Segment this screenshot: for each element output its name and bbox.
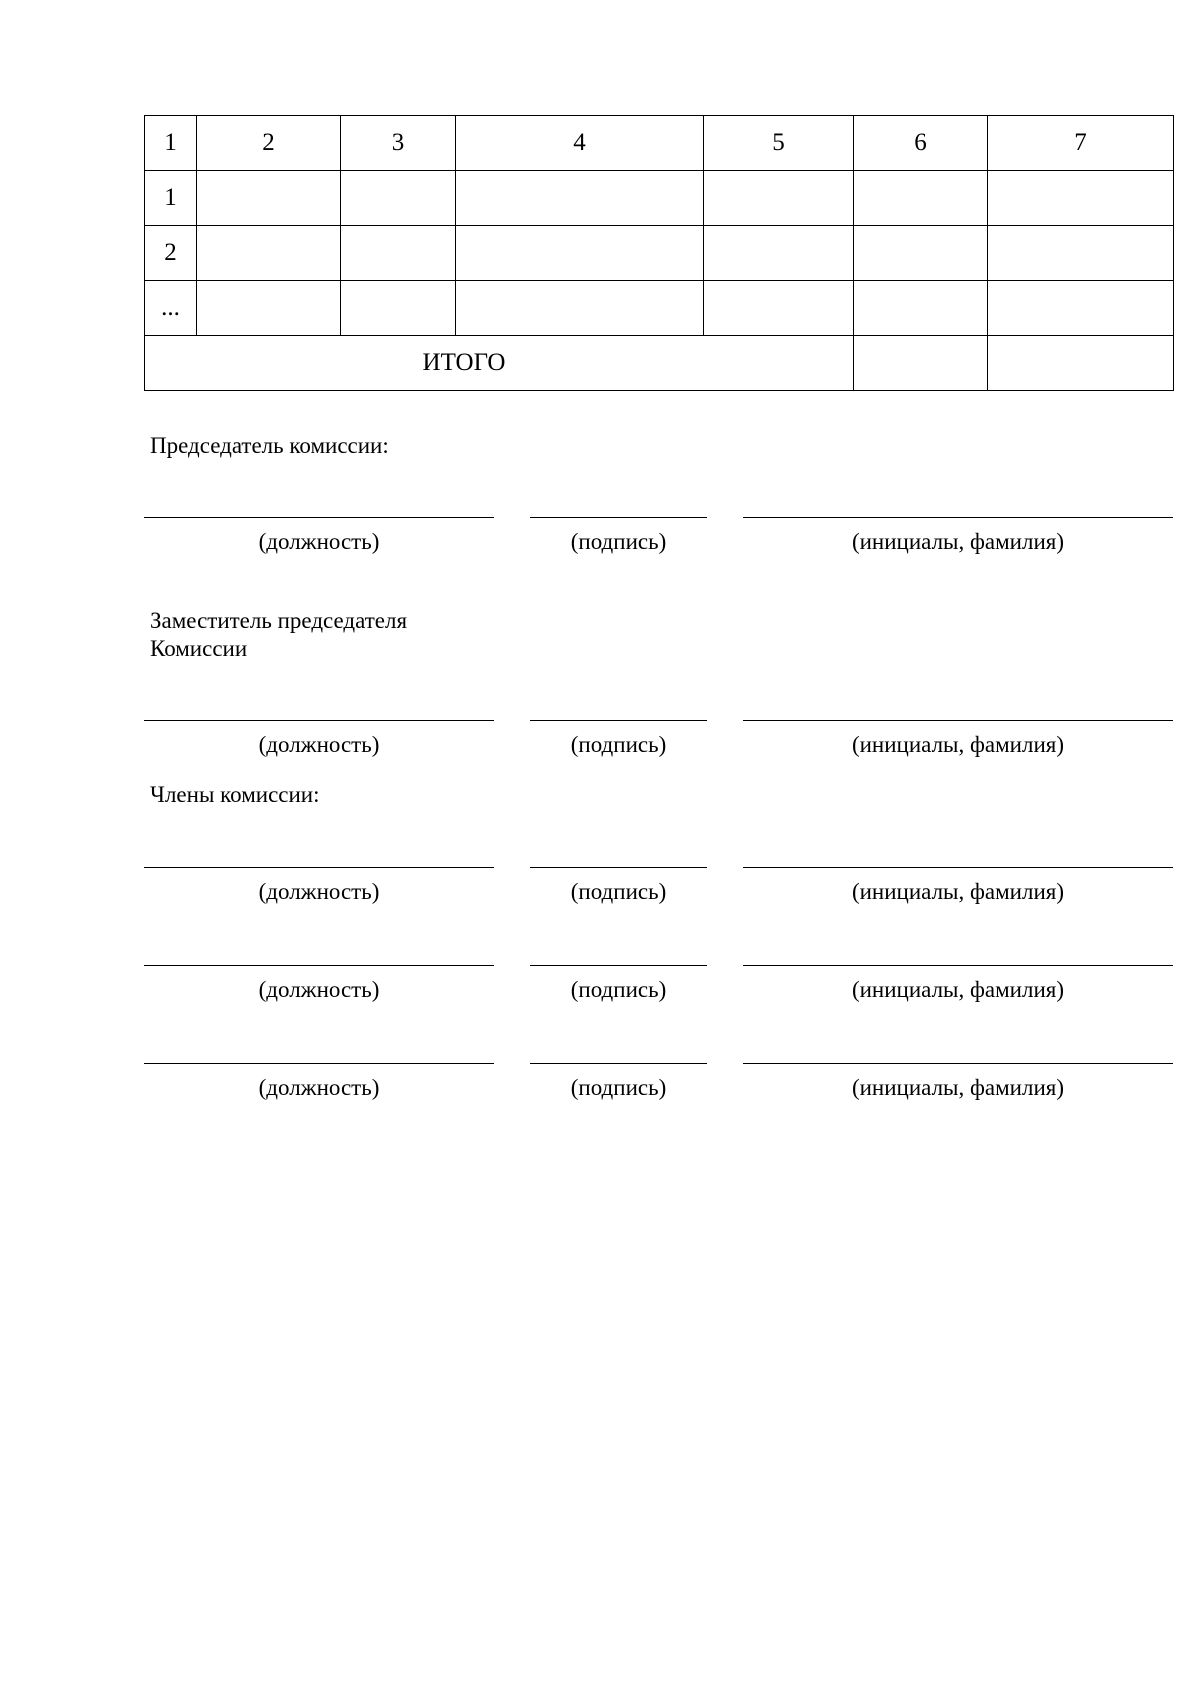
table-cell: [854, 281, 988, 336]
row-number-cell: 2: [145, 226, 197, 281]
name-caption: (инициалы, фамилия): [851, 879, 1065, 904]
name-caption: (инициалы, фамилия): [851, 977, 1065, 1002]
position-line[interactable]: [144, 867, 494, 868]
header-cell: 1: [145, 116, 197, 171]
table-cell: [197, 171, 341, 226]
signature-caption: (подпись): [570, 977, 667, 1002]
name-line[interactable]: [743, 720, 1173, 721]
position-caption: (должность): [258, 977, 380, 1002]
name-caption: (инициалы, фамилия): [851, 529, 1065, 554]
signature-line[interactable]: [530, 1063, 707, 1064]
table-cell: [456, 171, 704, 226]
table-cell: [341, 171, 456, 226]
signature-line[interactable]: [530, 965, 707, 966]
chairman-label: Председатель комиссии:: [150, 433, 389, 458]
deputy-label-line2: Комиссии: [150, 636, 248, 661]
header-cell: 4: [456, 116, 704, 171]
table-header-row: [145, 116, 1174, 171]
signature-row-member: [0, 1063, 1200, 1123]
position-line[interactable]: [144, 1063, 494, 1064]
position-line[interactable]: [144, 965, 494, 966]
signature-row-deputy: [0, 720, 1200, 780]
position-line[interactable]: [144, 517, 494, 518]
position-line[interactable]: [144, 720, 494, 721]
table-cell: [988, 281, 1174, 336]
table-cell: [456, 281, 704, 336]
table-cell: [988, 171, 1174, 226]
name-line[interactable]: [743, 517, 1173, 518]
table-cell: [988, 226, 1174, 281]
table-cell: [854, 171, 988, 226]
table-cell: [704, 281, 854, 336]
header-cell: 3: [341, 116, 456, 171]
name-line[interactable]: [743, 867, 1173, 868]
header-cell: 2: [197, 116, 341, 171]
signature-caption: (подпись): [570, 1075, 667, 1100]
name-caption: (инициалы, фамилия): [851, 1075, 1065, 1100]
signature-row-member: [0, 867, 1200, 927]
signature-line[interactable]: [530, 517, 707, 518]
table-cell: [341, 281, 456, 336]
header-cell: 6: [854, 116, 988, 171]
table-cell: [854, 336, 988, 391]
table-row: [145, 281, 1174, 336]
table-cell: [854, 226, 988, 281]
signature-line[interactable]: [530, 867, 707, 868]
table-cell: [197, 281, 341, 336]
position-caption: (должность): [258, 732, 380, 757]
header-cell: 5: [704, 116, 854, 171]
position-caption: (должность): [258, 1075, 380, 1100]
name-line[interactable]: [743, 965, 1173, 966]
header-cell: 7: [988, 116, 1174, 171]
signature-caption: (подпись): [570, 879, 667, 904]
row-number-cell: 1: [145, 171, 197, 226]
table-cell: [988, 336, 1174, 391]
signature-row-member: [0, 965, 1200, 1025]
signature-line[interactable]: [530, 720, 707, 721]
table-cell: [456, 226, 704, 281]
name-caption: (инициалы, фамилия): [851, 732, 1065, 757]
signature-caption: (подпись): [570, 529, 667, 554]
name-line[interactable]: [743, 1063, 1173, 1064]
total-label-cell: ИТОГО: [145, 336, 854, 391]
row-number-cell: ...: [145, 281, 197, 336]
position-caption: (должность): [258, 529, 380, 554]
table-total-row: [145, 336, 1174, 391]
table-row: [145, 226, 1174, 281]
signature-row-chairman: [0, 517, 1200, 577]
report-table: [144, 115, 1174, 391]
signature-caption: (подпись): [570, 732, 667, 757]
deputy-label-line1: Заместитель председателя: [150, 608, 408, 633]
table-cell: [704, 226, 854, 281]
position-caption: (должность): [258, 879, 380, 904]
table-cell: [197, 226, 341, 281]
table-cell: [341, 226, 456, 281]
table-row: [145, 171, 1174, 226]
members-label: Члены комиссии:: [150, 782, 320, 807]
table-cell: [704, 171, 854, 226]
